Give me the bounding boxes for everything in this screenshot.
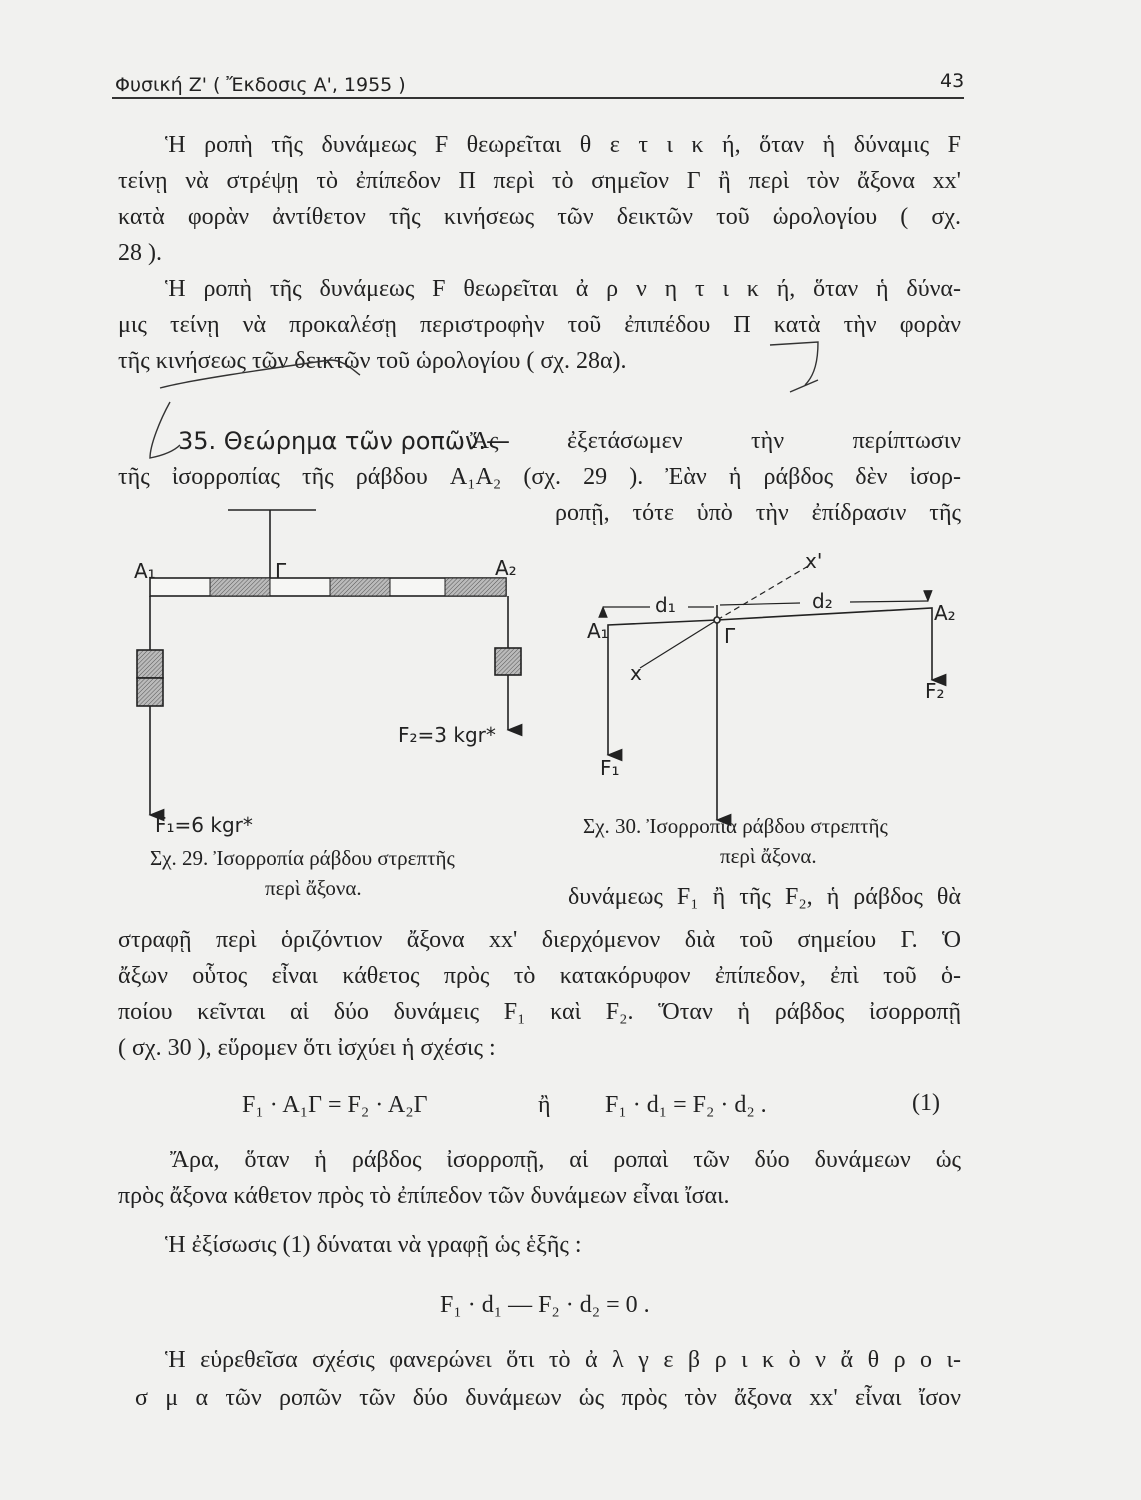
figure-30-labels	[587, 549, 956, 780]
text-line: ( σχ. 30 ), εὕρομεν ὅτι ἰσχύει ἡ σχέσις :	[118, 1035, 496, 1061]
label-gamma: Γ	[275, 559, 287, 583]
text-line: Ἄρα, ὅταν ἡ ράβδος ἰσορροπῇ, αἱ ροπαὶ τῶν δύο δυνάμεων ὡς	[170, 1147, 961, 1173]
label-a2: A₂	[495, 556, 517, 580]
label-f1: F₁	[600, 756, 620, 780]
text-line: τείνῃ νὰ στρέψῃ τὸ ἐπίπεδον Π περὶ τὸ σημεῖον Γ ἢ περὶ τὸν ἄξονα xx'	[118, 168, 961, 194]
label-a1: A₁	[587, 619, 609, 643]
figure-30-caption: Σχ. 30. Ἰσορροπία ράβδου στρεπτῆς	[583, 814, 888, 838]
label-f2: F₂=3 kgr*	[398, 723, 496, 747]
text-line: κατὰ φορὰν ἀντίθετον τῆς κινήσεως τῶν δεικτῶν τοῦ ὡρολογίου ( σχ.	[118, 204, 961, 230]
equation-or: ἢ	[538, 1092, 551, 1118]
label-a2: A₂	[934, 601, 956, 625]
equation-2: F₁ · d₁ — F₂ · d₂ = 0 .	[440, 1292, 650, 1318]
text-line: ἄξων οὗτος εἶναι κάθετος πρὸς τὸ κατακόρυφον ἐπίπεδον, ἐπὶ τοῦ ὁ-	[118, 963, 961, 989]
text-line: Ἡ ροπὴ τῆς δυνάμεως F θεωρεῖται ἀ ρ ν η τ ι κ ή, ὅταν ἡ δύνα-	[165, 276, 961, 302]
section-heading: 35. Θεώρημα τῶν ροπῶν.—	[178, 427, 511, 455]
text-line: Ἡ ἐξίσωσις (1) δύναται νὰ γραφῇ ὡς ἑξῆς :	[165, 1232, 582, 1258]
label-d1: d₁	[655, 593, 676, 617]
equation-left: F₁ · A₁Γ = F₂ · A₂Γ	[242, 1092, 428, 1118]
label-d2: d₂	[812, 589, 833, 613]
text-line: Ἡ ροπὴ τῆς δυνάμεως F θεωρεῖται θ ε τ ι κ ή, ὅταν ἡ δύναμις F	[165, 132, 961, 158]
figure-29-caption: Σχ. 29. Ἰσορροπία ράβδου στρεπτῆς	[150, 846, 455, 870]
label-f2: F₂	[925, 679, 945, 703]
equation-right: F₁ · d₁ = F₂ · d₂ .	[605, 1092, 767, 1118]
text-line: ποίου κεῖνται αἱ δύο δυνάμεις F₁ καὶ F₂. Ὅταν ἡ ράβδος ἰσορροπῇ	[118, 999, 961, 1025]
figure-30-caption-line2: περὶ ἄξονα.	[720, 844, 817, 868]
label-x: x	[630, 661, 642, 685]
text-line: Ἡ εὑρεθεῖσα σχέσις φανερώνει ὅτι τὸ ἀ λ γ ε β ρ ι κ ὸ ν ἄ θ ρ ο ι-	[165, 1347, 961, 1373]
label-a1: A₁	[134, 559, 156, 583]
figure-29-caption-line2: περὶ ἄξονα.	[265, 876, 362, 900]
text-line: πρὸς ἄξονα κάθετον πρὸς τὸ ἐπίπεδον τῶν δυνάμεων εἶναι ἴσαι.	[118, 1183, 730, 1209]
text-line: 28 ).	[118, 240, 162, 266]
text-line: ροπῇ, τότε ὑπὸ τὴν ἐπίδρασιν τῆς	[555, 500, 961, 526]
figure-30	[603, 565, 932, 820]
equation-number: (1)	[912, 1090, 940, 1116]
text-line: στραφῇ περὶ ὁριζόντιον ἄξονα xx' διερχόμενον διὰ τοῦ σημείου Γ. Ὁ	[118, 927, 961, 953]
text-line: Ἄς ἐξετάσωμεν τὴν περίπτωσιν	[470, 428, 961, 454]
figure-29	[137, 510, 521, 815]
text-line: τῆς κινήσεως τῶν δεικτῶν τοῦ ὡρολογίου ( σχ. 28α).	[118, 348, 627, 374]
page-number: 43	[940, 70, 965, 92]
figure-29-labels	[134, 556, 517, 837]
text-line: τῆς ἰσορροπίας τῆς ράβδου A₁A₂ (σχ. 29 ). Ἐὰν ἡ ράβδος δὲν ἰσορ-	[118, 464, 961, 490]
label-f1: F₁=6 kgr*	[155, 813, 253, 837]
text-line: σ μ α τῶν ροπῶν τῶν δύο δυνάμεων ὡς πρὸς τὸν ἄξονα xx' εἶναι ἴσον	[135, 1385, 961, 1411]
label-x-prime: x'	[805, 549, 823, 573]
pen-marks	[150, 342, 818, 458]
text-line: μις τείνῃ νὰ προκαλέσῃ περιστροφὴν τοῦ ἐπιπέδου Π κατὰ τὴν φορὰν	[118, 312, 961, 338]
running-title: Φυσική Ζ' ( Ἔκδοσις Α', 1955 )	[115, 74, 406, 96]
text-line: δυνάμεως F₁ ἢ τῆς F₂, ἡ ράβδος θὰ	[568, 884, 961, 910]
label-gamma: Γ	[724, 624, 736, 648]
